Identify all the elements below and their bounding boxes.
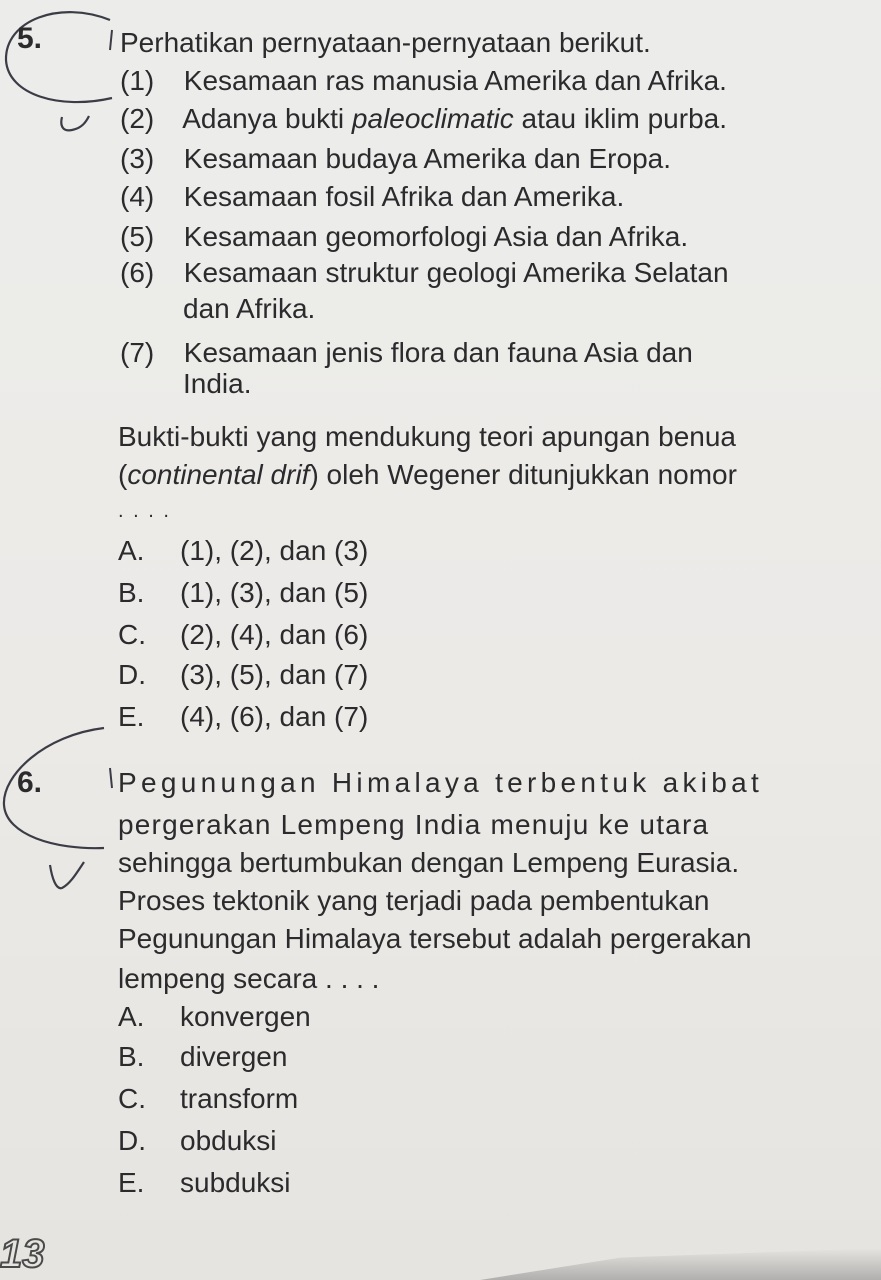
statement-7 — [120, 336, 693, 370]
statement-label: (2) — [120, 103, 155, 134]
option-letter: A. — [118, 1001, 145, 1032]
q6-option-b[interactable] — [118, 1040, 287, 1074]
statement-3 — [120, 142, 671, 176]
statement-text: Kesamaan fosil Afrika dan Amerika. — [183, 181, 625, 212]
q6-option-d[interactable] — [118, 1124, 277, 1158]
question-6-line-5: Pegunungan Himalaya tersebut adalah pergerakan — [118, 923, 752, 954]
pen-tick-q5 — [110, 30, 112, 50]
q5-option-e[interactable] — [118, 700, 368, 734]
q6-option-a[interactable] — [118, 1000, 311, 1034]
question-6-number: 6. — [17, 766, 43, 799]
option-text: konvergen — [180, 1001, 311, 1032]
option-letter: B. — [118, 1041, 145, 1072]
question-5-number: 5. — [17, 22, 43, 55]
statement-6 — [120, 256, 729, 290]
statement-text: Kesamaan geomorfologi Asia dan Afrika. — [183, 221, 689, 252]
question-6-line-4: Proses tektonik yang terjadi pada pembentukan — [118, 885, 710, 916]
statement-label: (4) — [120, 181, 155, 212]
option-text: (1), (2), dan (3) — [180, 535, 369, 566]
statement-1 — [120, 64, 727, 98]
option-letter: E. — [118, 701, 145, 732]
question-5-stem: Perhatikan pernyataan-pernyataan berikut. — [120, 27, 651, 58]
q5-option-b[interactable] — [118, 576, 368, 610]
option-text: transform — [180, 1083, 299, 1114]
statement-text: Kesamaan ras manusia Amerika dan Afrika. — [183, 65, 727, 96]
statement-4 — [120, 180, 624, 214]
option-text: (1), (3), dan (5) — [180, 577, 369, 608]
statement-label: (5) — [120, 221, 155, 252]
question-6-line-3: sehingga bertumbukan dengan Lempeng Eurasia. — [118, 847, 740, 878]
option-letter: E. — [118, 1167, 145, 1198]
q6-option-c[interactable] — [118, 1082, 298, 1116]
option-letter: A. — [118, 535, 145, 566]
option-letter: D. — [118, 1125, 146, 1156]
q5-option-a[interactable] — [118, 534, 368, 568]
option-text: (2), (4), dan (6) — [180, 619, 369, 650]
statement-2 — [120, 102, 727, 136]
statement-text: Kesamaan struktur geologi Amerika Selatan — [183, 257, 729, 288]
page-fold-shadow — [480, 1248, 881, 1280]
statement-text: Adanya bukti paleoclimatic atau iklim purba. — [182, 103, 727, 134]
statement-label: (1) — [120, 65, 155, 96]
question-6-line-2: pergerakan Lempeng India menuju ke utara — [118, 809, 710, 840]
q5-option-c[interactable] — [118, 618, 368, 652]
question-6-line-6: lempeng secara . . . . — [118, 963, 380, 994]
option-text: divergen — [180, 1041, 288, 1072]
question-5-prompt-line-1: Bukti-bukti yang mendukung teori apungan benua — [118, 421, 736, 452]
option-text: (3), (5), dan (7) — [180, 659, 369, 690]
statement-text: Kesamaan jenis flora dan fauna Asia dan — [183, 337, 693, 368]
question-6-line-1: Pegunungan Himalaya terbentuk akibat — [118, 767, 764, 798]
pen-check-q6 — [50, 862, 84, 888]
pen-tick-q6 — [110, 768, 112, 788]
q5-option-d[interactable] — [118, 658, 368, 692]
pen-check-q5 — [61, 116, 89, 130]
option-text: (4), (6), dan (7) — [180, 701, 369, 732]
statement-6-continued: dan Afrika. — [183, 293, 316, 324]
question-5-prompt-line-2: (continental drif) oleh Wegener ditunjukkan nomor — [118, 459, 737, 490]
page-number: 13 — [0, 1232, 45, 1276]
statement-label: (3) — [120, 143, 155, 174]
statement-5 — [120, 220, 688, 254]
option-text: obduksi — [180, 1125, 277, 1156]
option-text: subduksi — [180, 1167, 291, 1198]
statement-7-continued: India. — [183, 368, 252, 399]
statement-label: (6) — [120, 257, 155, 288]
option-letter: B. — [118, 577, 145, 608]
statement-text: Kesamaan budaya Amerika dan Eropa. — [183, 143, 671, 174]
q6-option-e[interactable] — [118, 1166, 291, 1200]
option-letter: C. — [118, 619, 146, 650]
option-letter: D. — [118, 659, 146, 690]
question-5-prompt-ellipsis: . . . . — [118, 500, 171, 522]
option-letter: C. — [118, 1083, 146, 1114]
statement-label: (7) — [120, 337, 155, 368]
